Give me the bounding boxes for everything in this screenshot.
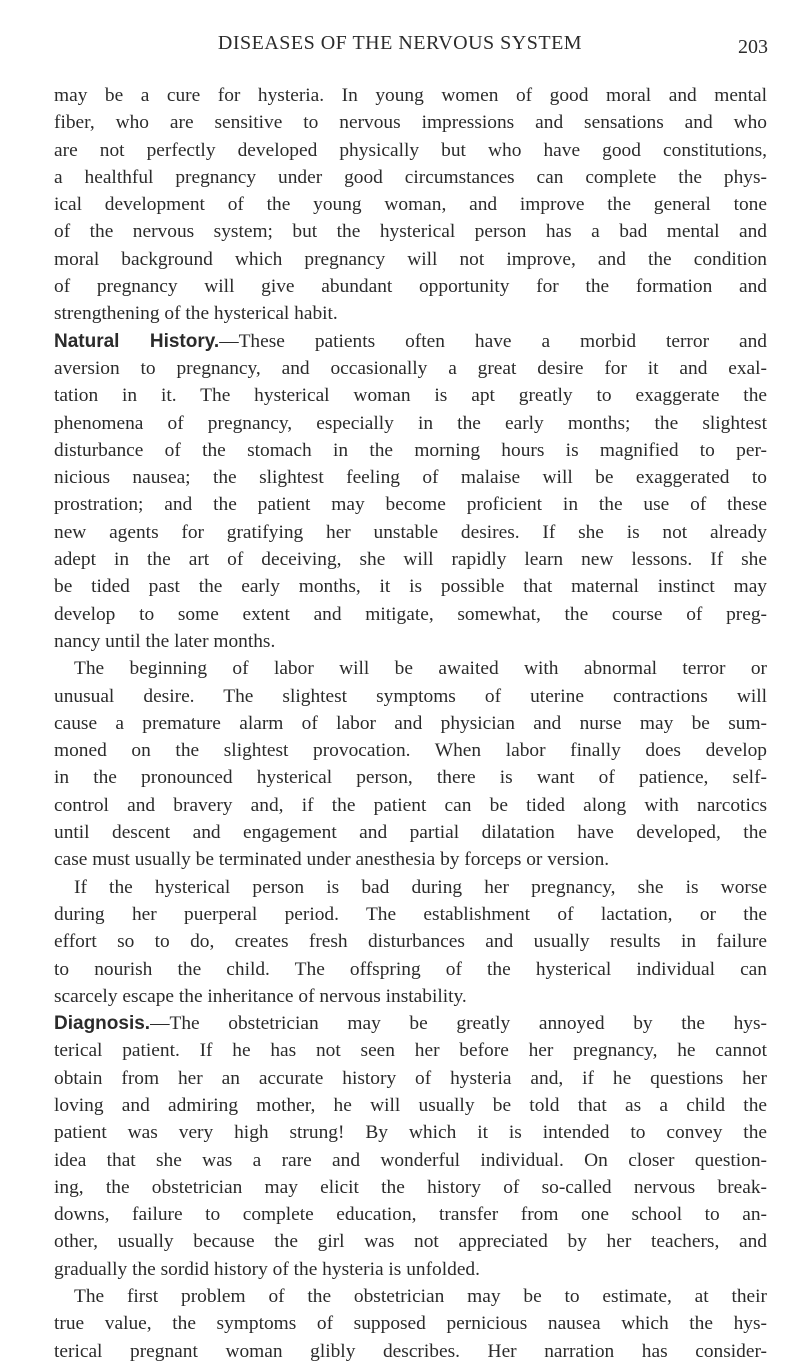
text-line xyxy=(54,956,767,983)
line-text: nancy until the later months. xyxy=(54,630,276,652)
line-text: fiber, who are sensitive to nervous impressions and sensations and who xyxy=(54,112,767,134)
text-line xyxy=(54,273,767,300)
text-line xyxy=(54,246,767,273)
paragraph xyxy=(54,82,767,328)
text-line xyxy=(54,1228,767,1255)
line-text: If the hysterical person is bad during her pregnancy, she is worse xyxy=(74,876,767,898)
text-line xyxy=(54,82,767,109)
text-line xyxy=(54,437,767,464)
line-text: scarcely escape the inheritance of nervous instability. xyxy=(54,985,467,1007)
line-text: The beginning of labor will be awaited with abnormal terror or xyxy=(74,658,767,680)
text-line xyxy=(54,191,767,218)
line-text: in the pronounced hysterical person, there is want of patience, self- xyxy=(54,767,767,789)
text-line xyxy=(54,1010,767,1037)
line-text: during her puerperal period. The establishment of lactation, or the xyxy=(54,903,767,925)
text-line xyxy=(54,1174,767,1201)
text-line xyxy=(54,573,767,600)
line-text: of the nervous system; but the hysterical person has a bad mental and xyxy=(54,221,767,243)
text-line xyxy=(54,1037,767,1064)
text-line xyxy=(54,137,767,164)
text-line xyxy=(54,109,767,136)
line-text: unusual desire. The slightest symptoms of uterine contractions will xyxy=(54,685,767,707)
text-line xyxy=(54,1283,767,1310)
text-line xyxy=(54,710,767,737)
text-line xyxy=(54,164,767,191)
text-line xyxy=(54,1256,767,1283)
text-line xyxy=(54,983,767,1010)
line-text: may be a cure for hysteria. In young women of good moral and mental xyxy=(54,85,767,106)
text-line xyxy=(54,1338,767,1365)
line-text: phenomena of pregnancy, especially in the early months; the slightest xyxy=(54,412,767,434)
line-text: prostration; and the patient may become proficient in the use of these xyxy=(54,494,767,516)
line-text: true value, the symptoms of supposed pernicious nausea which the hys- xyxy=(54,1313,767,1335)
line-text: gradually the sordid history of the hysteria is unfolded. xyxy=(54,1258,480,1280)
line-text: idea that she was a rare and wonderful individual. On closer question- xyxy=(54,1149,767,1171)
text-line xyxy=(54,737,767,764)
text-line xyxy=(54,655,767,682)
text-line xyxy=(54,792,767,819)
line-text: The first problem of the obstetrician may be to estimate, at their xyxy=(74,1286,767,1308)
line-text: moral background which pregnancy will not improve, and the condition xyxy=(54,248,767,270)
paragraph xyxy=(54,655,767,873)
paragraph xyxy=(54,1283,767,1365)
paragraph xyxy=(54,874,767,1010)
line-text: tation in it. The hysterical woman is apt greatly to exaggerate the xyxy=(54,385,767,407)
line-text: cause a premature alarm of labor and physician and nurse may be sum- xyxy=(54,712,767,734)
text-line xyxy=(54,1119,767,1146)
line-text: nicious nausea; the slightest feeling of malaise will be exaggerated to xyxy=(54,467,767,489)
line-text: downs, failure to complete education, transfer from one school to an- xyxy=(54,1204,767,1226)
text-line xyxy=(54,355,767,382)
line-text: —These patients often have a morbid terror and xyxy=(219,330,767,352)
line-text: adept in the art of deceiving, she will rapidly learn new lessons. If she xyxy=(54,549,767,571)
line-text: until descent and engagement and partial dilatation have developed, the xyxy=(54,822,767,844)
text-line xyxy=(54,546,767,573)
section-heading: Natural History. xyxy=(54,330,220,352)
text-line xyxy=(54,874,767,901)
line-text: effort so to do, creates fresh disturbances and usually results in failure xyxy=(54,931,767,953)
line-text: obtain from her an accurate history of hysteria and, if he questions her xyxy=(54,1067,767,1089)
line-text: case must usually be terminated under anesthesia by forceps or version. xyxy=(54,849,610,871)
line-text: —The obstetrician may be greatly annoyed by the hys- xyxy=(150,1013,767,1035)
line-text: are not perfectly developed physically but who have good constitutions, xyxy=(54,139,767,161)
line-text: patient was very high strung! By which it is intended to convey the xyxy=(54,1122,767,1144)
line-text: to nourish the child. The offspring of the hysterical individual can xyxy=(54,958,767,980)
text-line xyxy=(54,328,767,355)
text-line xyxy=(54,683,767,710)
body-text xyxy=(54,82,767,1365)
paragraph xyxy=(54,328,767,656)
page-number: 203 xyxy=(738,36,768,58)
text-line xyxy=(54,1201,767,1228)
text-line xyxy=(54,928,767,955)
line-text: terical pregnant woman glibly describes. Her narration has consider- xyxy=(54,1340,767,1362)
text-line xyxy=(54,846,767,873)
line-text: disturbance of the stomach in the morning hours is magnified to per- xyxy=(54,439,767,461)
line-text: control and bravery and, if the patient can be tided along with narcotics xyxy=(54,794,767,816)
text-line xyxy=(54,1092,767,1119)
text-line xyxy=(54,628,767,655)
text-line xyxy=(54,1147,767,1174)
text-line xyxy=(54,764,767,791)
text-line xyxy=(54,300,767,327)
text-line xyxy=(54,491,767,518)
text-line xyxy=(54,601,767,628)
running-title: DISEASES OF THE NERVOUS SYSTEM xyxy=(217,32,583,54)
line-text: of pregnancy will give abundant opportunity for the formation and xyxy=(54,276,767,298)
line-text: terical patient. If he has not seen her before her pregnancy, he cannot xyxy=(54,1040,767,1062)
text-line xyxy=(54,382,767,409)
line-text: aversion to pregnancy, and occasionally a great desire for it and exal- xyxy=(54,357,767,379)
text-line xyxy=(54,901,767,928)
section-heading: Diagnosis. xyxy=(54,1013,151,1035)
line-text: be tided past the early months, it is possible that maternal instinct may xyxy=(54,576,767,598)
line-text: ing, the obstetrician may elicit the history of so-called nervous break- xyxy=(54,1176,767,1198)
line-text: moned on the slightest provocation. When labor finally does develop xyxy=(54,740,767,762)
line-text: develop to some extent and mitigate, somewhat, the course of preg- xyxy=(54,603,767,625)
line-text: loving and admiring mother, he will usually be told that as a child the xyxy=(54,1094,767,1116)
text-line xyxy=(54,464,767,491)
paragraph xyxy=(54,1010,767,1283)
line-text: other, usually because the girl was not appreciated by her teachers, and xyxy=(54,1231,767,1253)
text-line xyxy=(54,519,767,546)
line-text: new agents for gratifying her unstable desires. If she is not already xyxy=(54,521,767,543)
text-line xyxy=(54,819,767,846)
text-line xyxy=(54,218,767,245)
line-text: a healthful pregnancy under good circumstances can complete the phys- xyxy=(54,166,767,188)
text-line xyxy=(54,1065,767,1092)
line-text: ical development of the young woman, and improve the general tone xyxy=(54,194,767,216)
line-text: strengthening of the hysterical habit. xyxy=(54,303,338,325)
text-line xyxy=(54,410,767,437)
text-line xyxy=(54,1310,767,1337)
